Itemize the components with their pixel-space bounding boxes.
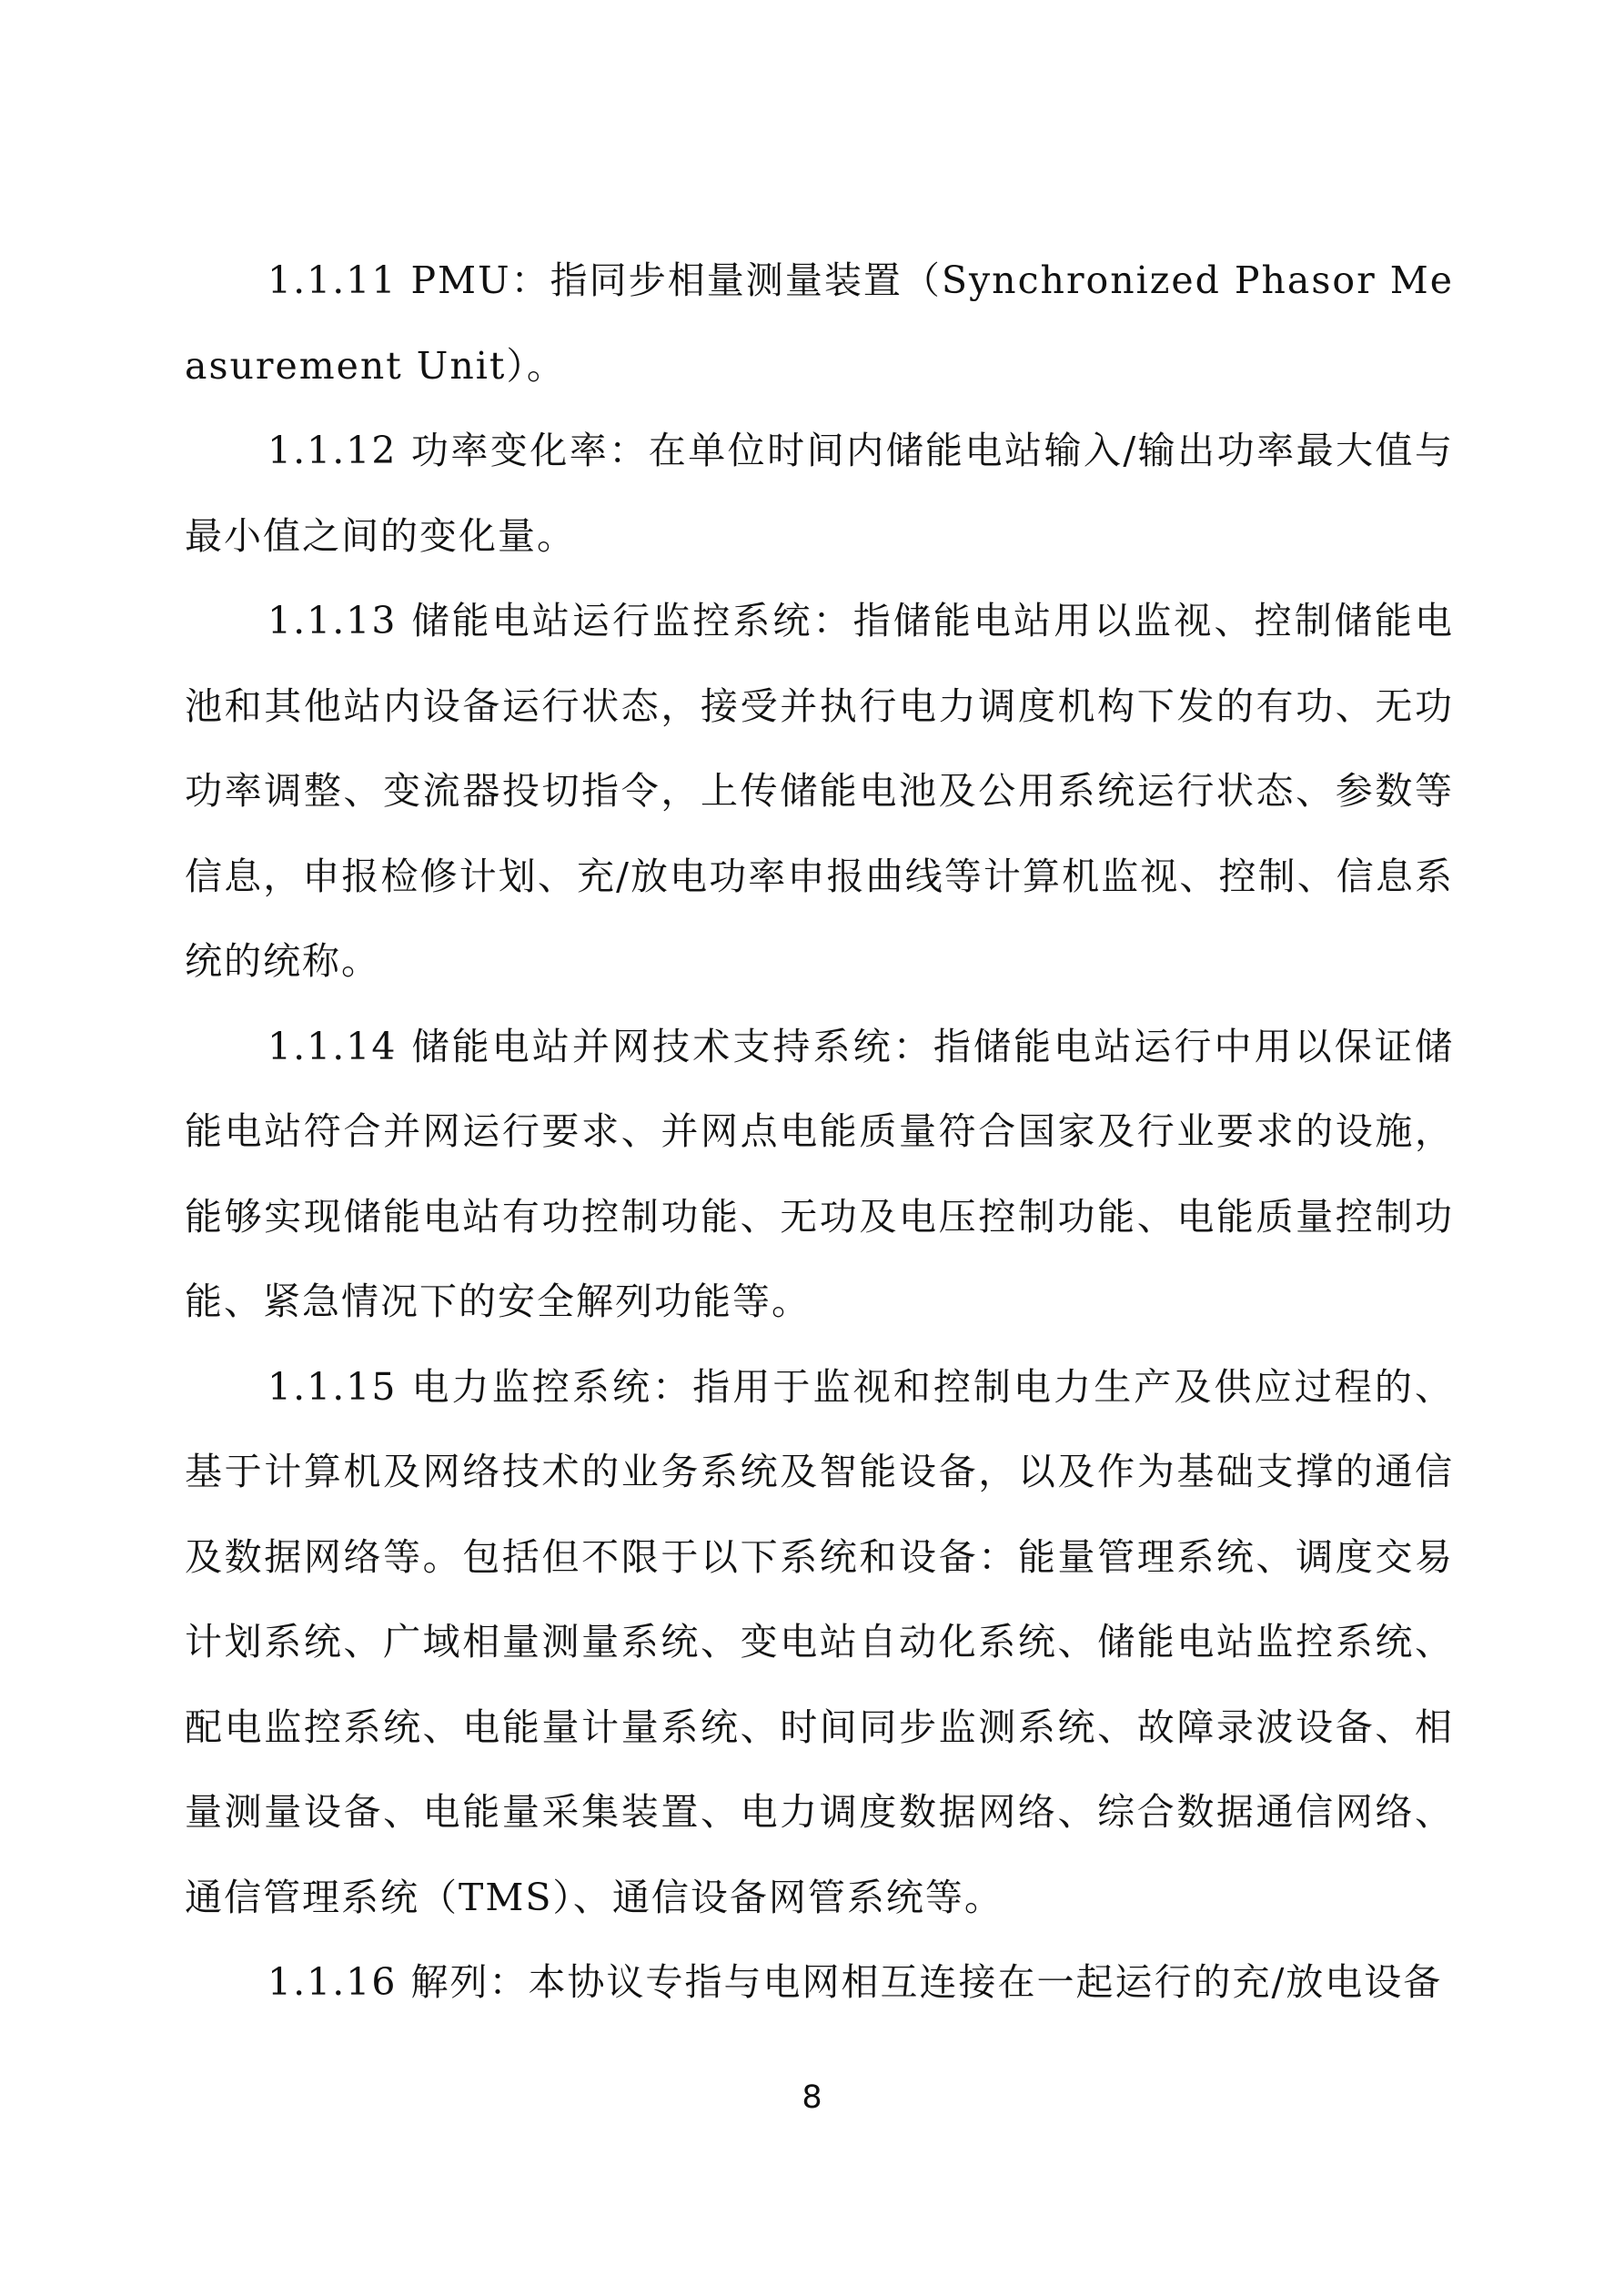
document-body: [185, 238, 1454, 2026]
paragraph-1-1-11: 1.1.11 PMU：指同步相量测量装置（Synchronized Phasor Measurement Unit）。: [185, 258, 1454, 388]
paragraph-1-1-12: 1.1.12 功率变化率：在单位时间内储能电站输入/输出功率最大值与最小值之间的变化量。: [185, 429, 1454, 558]
paragraph-1-1-15: 1.1.15 电力监控系统：指用于监视和控制电力生产及供应过程的、基于计算机及网络技术的业务系统及智能设备，以及作为基础支撑的通信及数据网络等。包括但不限于以下系统和设备：能量管理系统、调度交易计划系统、广域相量测量系统、变电站自动化系统、储能电站监控系统、配电监控系统、电能量计量系统、时间同步监测系统、故障录波设备、相量测量设备、电能量采集装置、电力调度数据网络、综合数据通信网络、通信管理系统（TMS）、通信设备网管系统等。: [185, 1364, 1454, 1919]
paragraph-1-1-16: 1.1.16 解列：本协议专指与电网相互连接在一起运行的充/放电设备: [267, 1960, 1443, 2004]
page-number: 8: [802, 2079, 822, 2116]
paragraph-1-1-14: 1.1.14 储能电站并网技术支持系统：指储能电站运行中用以保证储能电站符合并网运行要求、并网点电能质量符合国家及行业要求的设施，能够实现储能电站有功控制功能、无功及电压控制功能、电能质量控制功能、紧急情况下的安全解列功能等。: [185, 1024, 1454, 1323]
paragraph-1-1-13: 1.1.13 储能电站运行监控系统：指储能电站用以监视、控制储能电池和其他站内设备运行状态，接受并执行电力调度机构下发的有功、无功功率调整、变流器投切指令，上传储能电池及公用系统运行状态、参数等信息，申报检修计划、充/放电功率申报曲线等计算机监视、控制、信息系统的统称。: [185, 599, 1454, 983]
